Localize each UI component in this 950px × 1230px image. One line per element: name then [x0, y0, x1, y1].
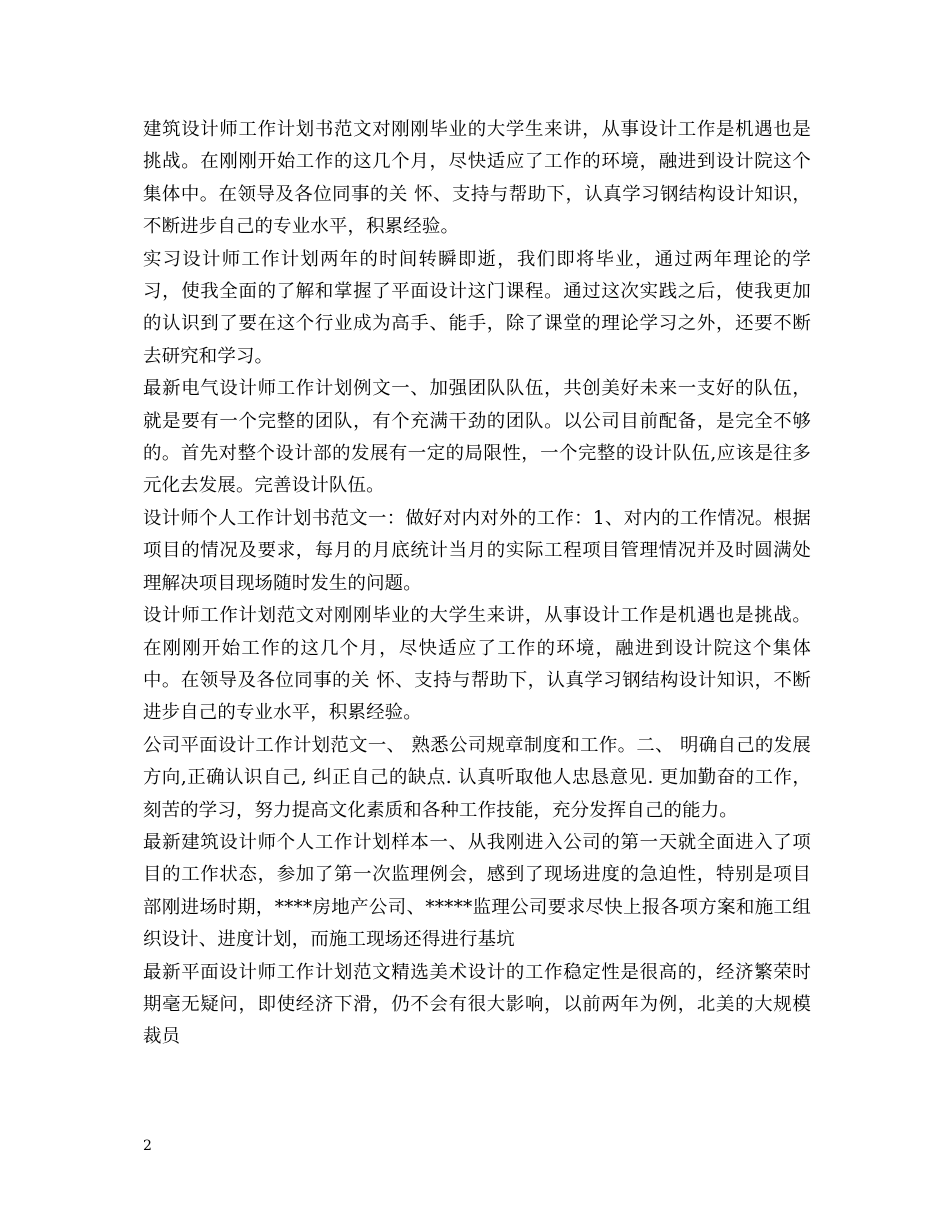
- paragraph-8: 最新平面设计师工作计划范文精选美术设计的工作稳定性是很高的，经济繁荣时期毫无疑问，即使经济下滑，仍不会有很大影响，以前两年为例，北美的大规模裁员: [143, 961, 811, 1048]
- paragraph-6: 公司平面设计工作计划范文一、 熟悉公司规章制度和工作。二、 明确自己的发展方向,正确认识自己, 纠正自己的缺点. 认真听取他人忠恳意见. 更加勤奋的工作，刻苦的学习，努力提高文化素质和各种工作技能，充分发挥自己的能力。: [143, 734, 811, 821]
- paragraph-1: 建筑设计师工作计划书范文对刚刚毕业的大学生来讲，从事设计工作是机遇也是挑战。在刚刚开始工作的这几个月，尽快适应了工作的环境，融进到设计院这个集体中。在领导及各位同事的关 怀、支持与帮助下，认真学习钢结构设计知识，不断进步自己的专业水平，积累经验。: [143, 119, 811, 238]
- document-body: [143, 114, 811, 1054]
- paragraph-5: 设计师工作计划范文对刚刚毕业的大学生来讲，从事设计工作是机遇也是挑战。在刚刚开始工作的这几个月，尽快适应了工作的环境，融进到设计院这个集体中。在领导及各位同事的关 怀、支持与帮助下，认真学习钢结构设计知识，不断进步自己的专业水平，积累经验。: [143, 605, 811, 724]
- paragraph-7: 最新建筑设计师个人工作计划样本一、从我刚进入公司的第一天就全面进入了项目的工作状态，参加了第一次监理例会，感到了现场进度的急迫性，特别是项目部刚进场时期，****房地产公司、*****监理公司要求尽快上报各项方案和施工组织设计、进度计划，而施工现场还得进行基坑: [143, 831, 811, 951]
- paragraph-4: 设计师个人工作计划书范文一：做好对内对外的工作：1、对内的工作情况。根据项目的情况及要求，每月的月底统计当月的实际工程项目管理情况并及时圆满处理解决项目现场随时发生的问题。: [143, 507, 811, 594]
- paragraph-3: 最新电气设计师工作计划例文一、加强团队队伍，共创美好未来一支好的队伍，就是要有一个完整的团队，有个充满干劲的团队。以公司目前配备，是完全不够的。首先对整个设计部的发展有一定的局限性，一个完整的设计队伍,应该是往多元化去发展。完善设计队伍。: [143, 378, 811, 497]
- paragraph-2: 实习设计师工作计划两年的时间转瞬即逝，我们即将毕业，通过两年理论的学习，使我全面的了解和掌握了平面设计这门课程。通过这次实践之后，使我更加的认识到了要在这个行业成为高手、能手，除了课堂的理论学习之外，还要不断去研究和学习。: [143, 248, 811, 367]
- page-number: 2: [143, 1138, 152, 1154]
